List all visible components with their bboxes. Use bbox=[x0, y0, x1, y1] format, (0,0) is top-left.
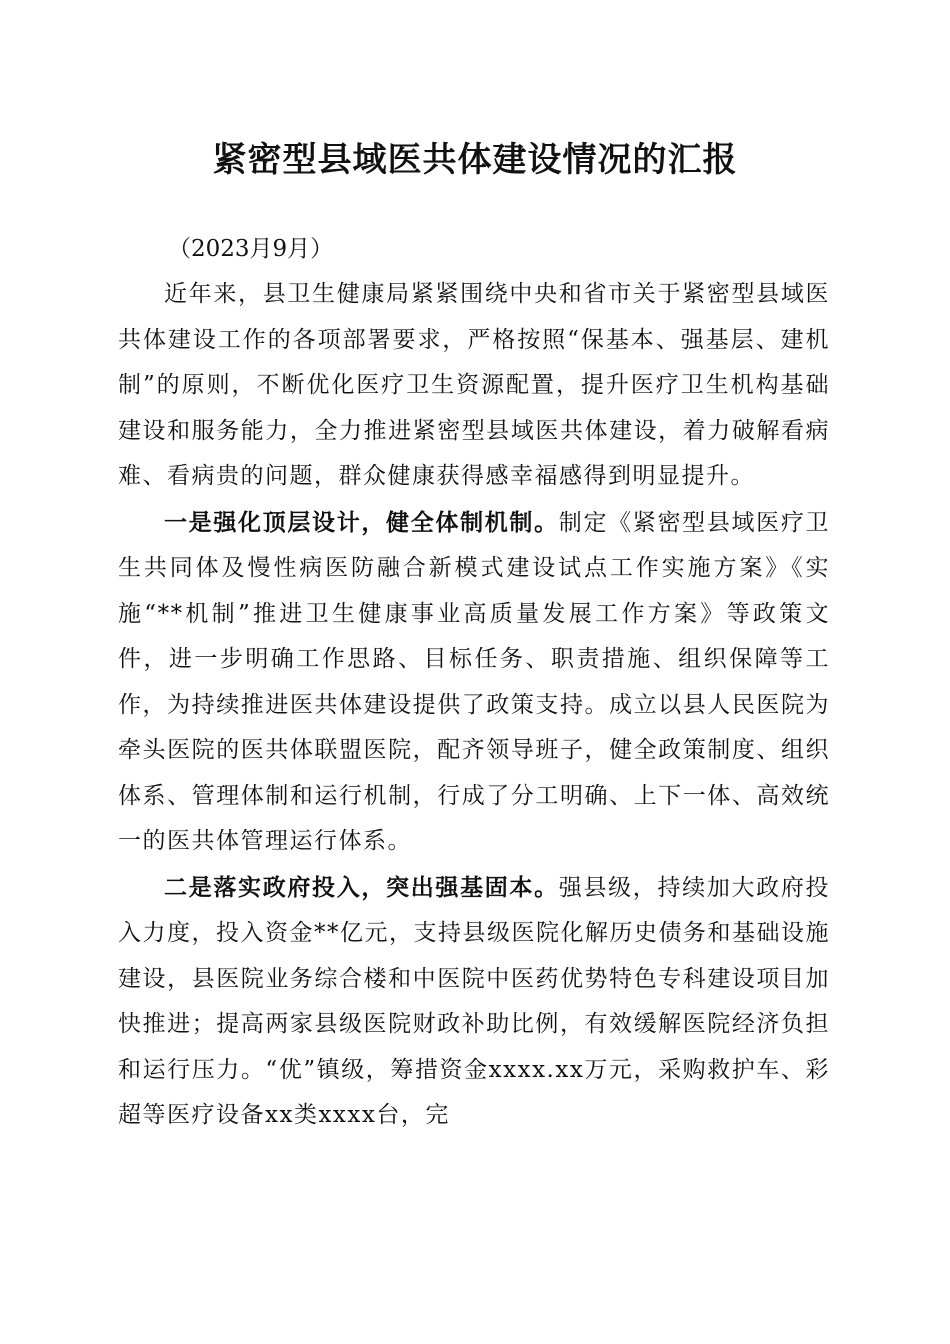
paragraph-lead: 二是落实政府投入，突出强基固本。 bbox=[164, 873, 559, 901]
document-title: 紧密型县域医共体建设情况的汇报 bbox=[212, 140, 738, 180]
paragraph-government-investment bbox=[118, 865, 830, 1139]
document-date: （2023月9月） bbox=[168, 236, 334, 262]
paragraph-lead: 一是强化顶层设计，健全体制机制。 bbox=[164, 508, 559, 536]
paragraph-text: 近年来，县卫生健康局紧紧围绕中央和省市关于紧密型县域医共体建设工作的各项部署要求，严格按照“保基本、强基层、建机制”的原则，不断优化医疗卫生资源配置，提升医疗卫生机构基础建设和服务能力，全力推进紧密型县域医共体建设，着力破解看病难、看病贵的问题，群众健康获得感幸福感得到明显提升。 bbox=[118, 281, 830, 489]
paragraph-text: 强县级，持续加大政府投入力度，投入资金**亿元，支持县级医院化解历史债务和基础设施建设，县医院业务综合楼和中医院中医药优势特色专科建设项目加快推进；提高两家县级医院财政补助比例，有效缓解医院经济负担和运行压力。“优”镇级，筹措资金xxxx.xx万元，采购救护车、彩超等医疗设备xx类xxxx台，完 bbox=[118, 874, 831, 1128]
paragraph-intro bbox=[118, 272, 830, 500]
paragraph-text: 制定《紧密型县域医疗卫生共同体及慢性病医防融合新模式建设试点工作实施方案》《实施“**机制”推进卫生健康事业高质量发展工作方案》等政策文件，进一步明确工作思路、目标任务、职责措施、组织保障等工作，为持续推进医共体建设提供了政策支持。成立以县人民医院为牵头医院的医共体联盟医院，配齐领导班子，健全政策制度、组织体系、管理体制和运行机制，行成了分工明确、上下一体、高效统一的医共体管理运行体系。 bbox=[118, 509, 831, 854]
document-body bbox=[118, 272, 830, 1139]
paragraph-top-level-design bbox=[118, 500, 830, 865]
